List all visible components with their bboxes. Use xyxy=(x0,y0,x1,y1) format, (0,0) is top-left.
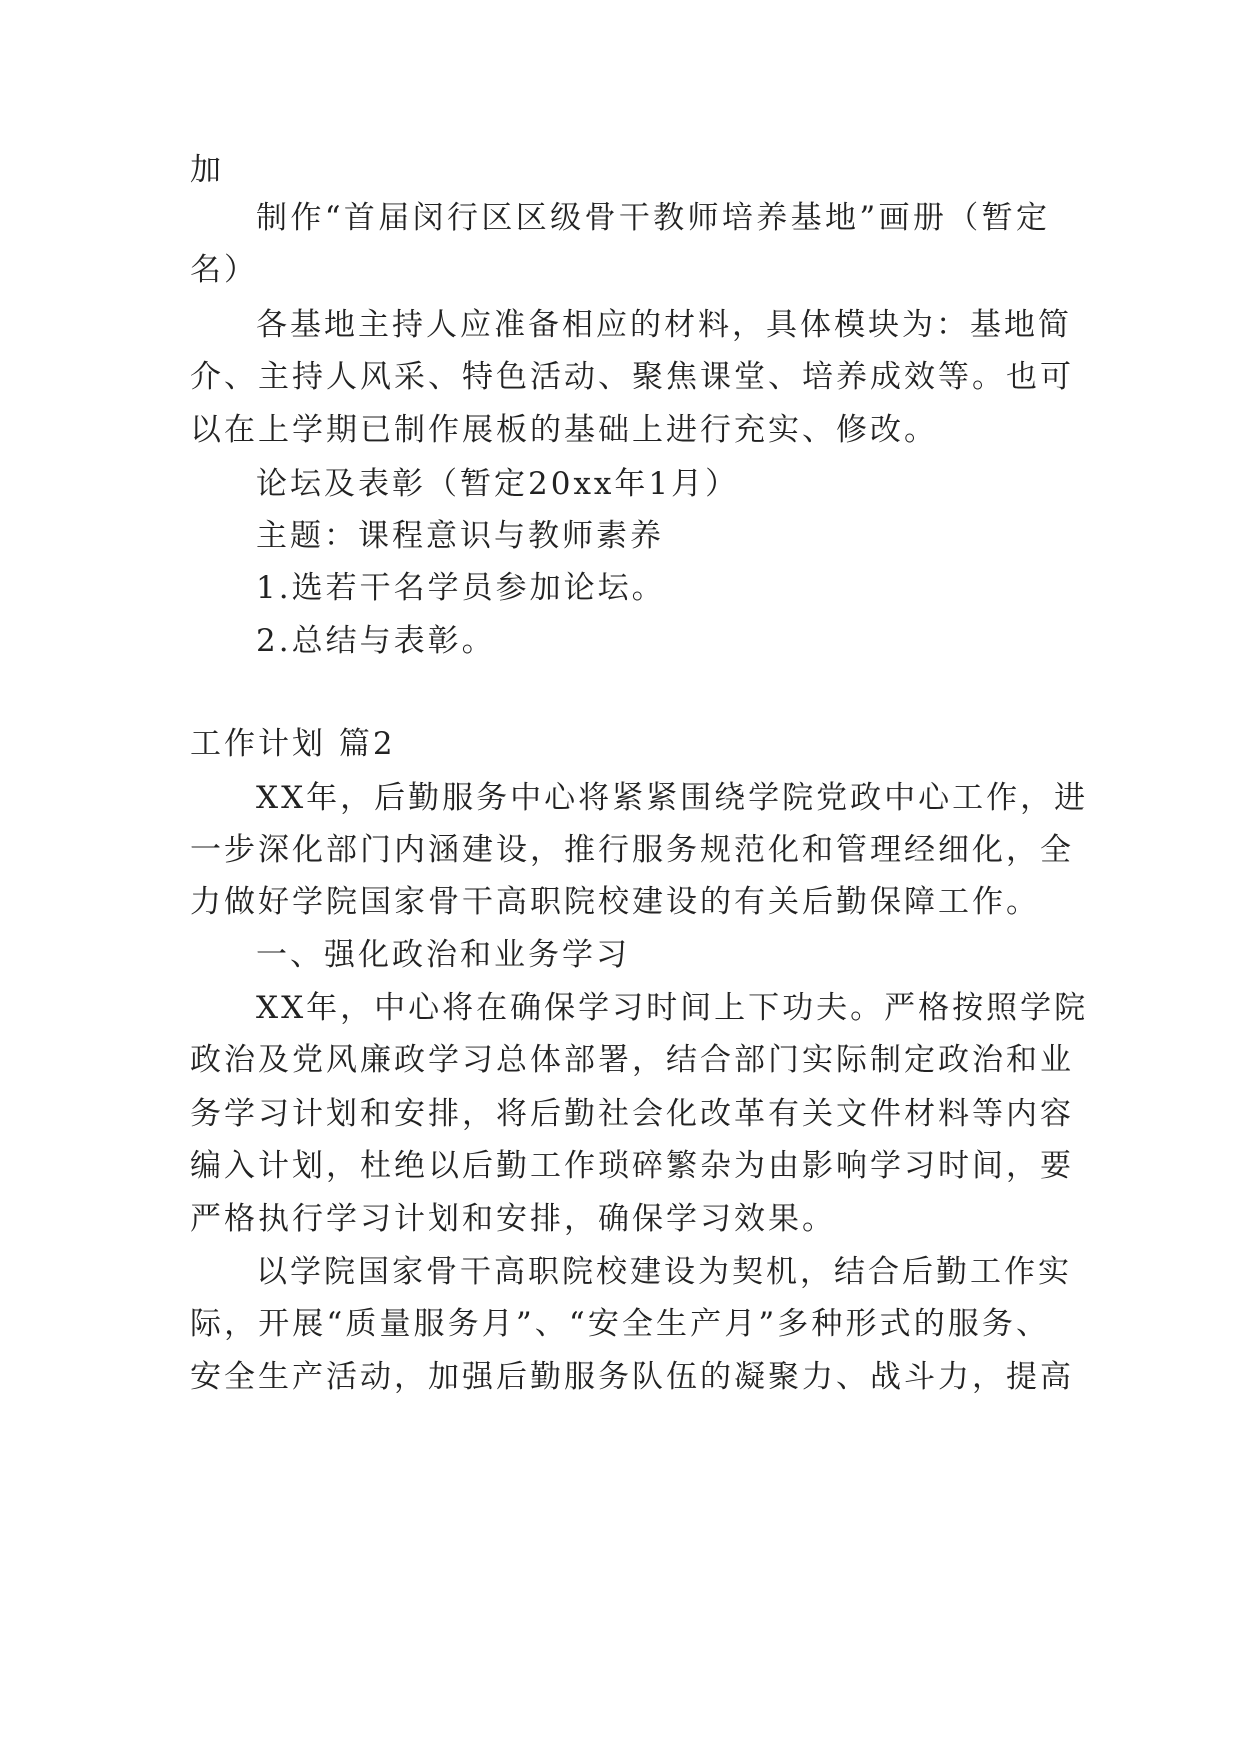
section-heading: 工作计划 篇2 xyxy=(190,726,396,762)
text-line: 务学习计划和安排，将后勤社会化改革有关文件材料等内容 xyxy=(190,1096,1074,1132)
text-line: 加 xyxy=(190,152,224,188)
text-line: 名） xyxy=(190,252,258,288)
text-line: 以在上学期已制作展板的基础上进行充实、修改。 xyxy=(190,412,938,448)
list-item: 1.选若干名学员参加论坛。 xyxy=(256,570,666,606)
subsection-heading: 一、强化政治和业务学习 xyxy=(256,937,630,973)
text-line: 政治及党风廉政学习总体部署，结合部门实际制定政治和业 xyxy=(190,1042,1074,1078)
text-line: 一步深化部门内涵建设，推行服务规范化和管理经细化，全 xyxy=(190,832,1074,868)
text-line: 论坛及表彰（暂定20xx年1月） xyxy=(256,466,740,502)
list-item: 2.总结与表彰。 xyxy=(256,623,496,659)
text-line: 制作“首届闵行区区级骨干教师培养基地”画册（暂定 xyxy=(256,200,1050,236)
text-line: 编入计划，杜绝以后勤工作琐碎繁杂为由影响学习时间，要 xyxy=(190,1148,1074,1184)
text-line: 力做好学院国家骨干高职院校建设的有关后勤保障工作。 xyxy=(190,884,1040,920)
text-line: 严格执行学习计划和安排，确保学习效果。 xyxy=(190,1201,836,1237)
text-line: 介、主持人风采、特色活动、聚焦课堂、培养成效等。也可 xyxy=(190,359,1074,395)
text-line: XX年，中心将在确保学习时间上下功夫。严格按照学院 xyxy=(256,990,1089,1026)
text-line: 主题：课程意识与教师素养 xyxy=(256,518,664,554)
text-line: XX年，后勤服务中心将紧紧围绕学院党政中心工作，进 xyxy=(256,780,1089,816)
text-line: 各基地主持人应准备相应的材料，具体模块为：基地简 xyxy=(256,307,1072,343)
text-line: 际，开展“质量服务月”、“安全生产月”多种形式的服务、 xyxy=(190,1306,1050,1342)
text-line: 安全生产活动，加强后勤服务队伍的凝聚力、战斗力，提高 xyxy=(190,1359,1074,1395)
text-line: 以学院国家骨干高职院校建设为契机，结合后勤工作实 xyxy=(256,1254,1072,1290)
